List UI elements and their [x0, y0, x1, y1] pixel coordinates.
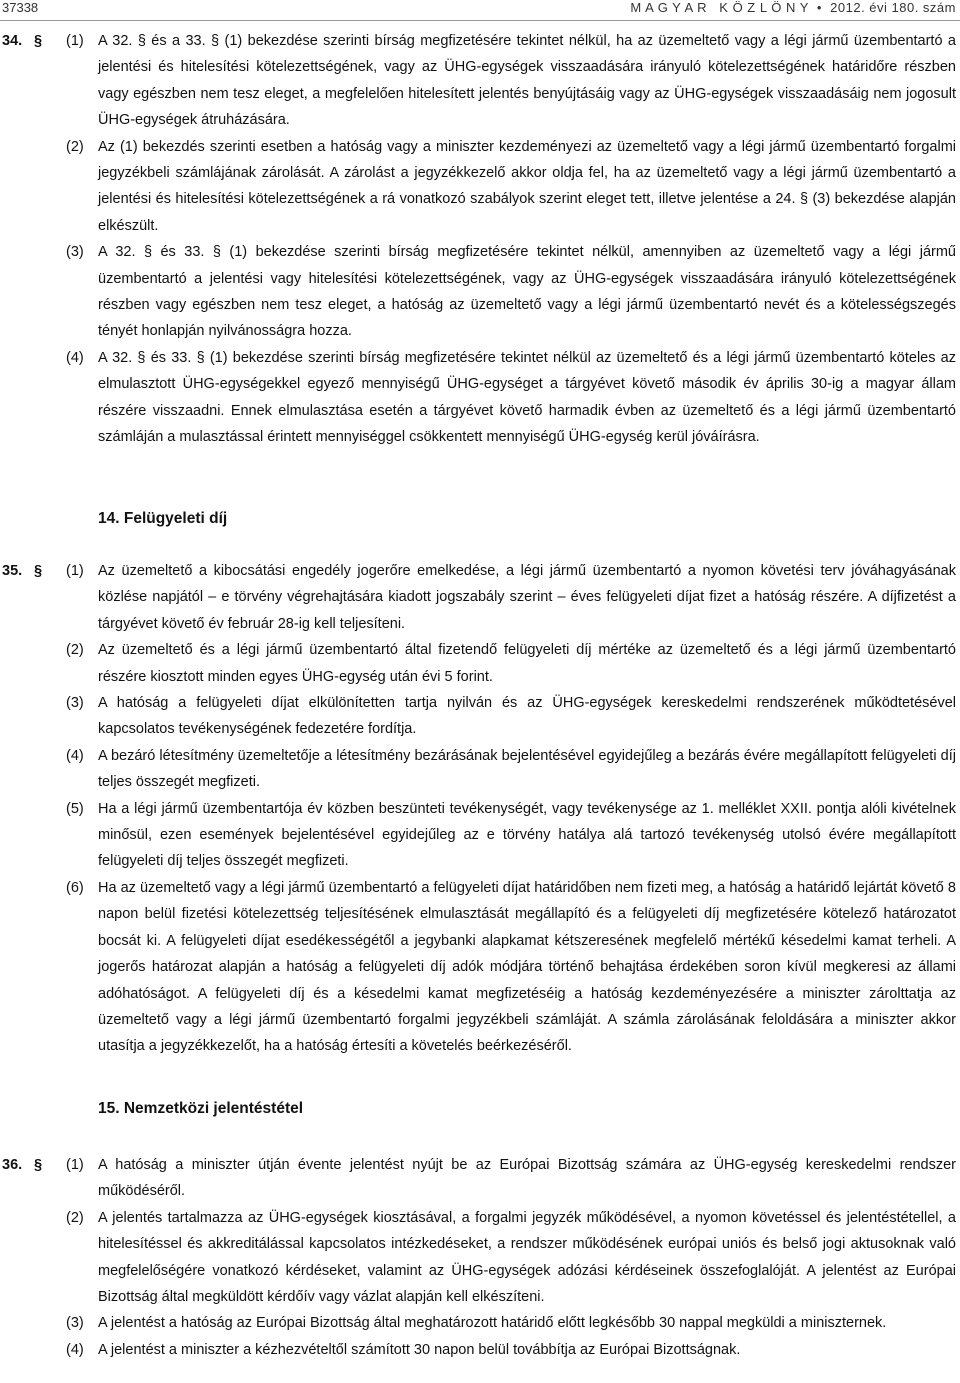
paragraph-label: (5): [66, 800, 84, 817]
chapter-title: 15. Nemzetközi jelentéstétel: [98, 1100, 304, 1117]
paragraph: [2, 239, 956, 345]
paragraph: [2, 796, 956, 875]
paragraph: [2, 637, 956, 690]
paragraph-label: (2): [66, 138, 84, 155]
page-number: 37338: [2, 0, 39, 15]
header-divider: [0, 20, 960, 21]
paragraph-label: (3): [66, 695, 84, 712]
paragraph-text: Az üzemeltető a kibocsátási engedély jogerőre emelkedése, a légi jármű üzembentartó a nyomon követési terv jóváhagyásának közlése napjától – e törvény végrehajtására kiadott jogszabály szerint – éves felügyeleti díjat fizet a hatóság részére. A díjfizetést a tárgyévet követő év február 28-ig kell teljesíteni.: [98, 563, 956, 632]
paragraph-label: (6): [66, 879, 84, 896]
paragraph-label: (4): [66, 349, 84, 366]
section-symbol: §: [34, 1157, 43, 1173]
paragraph-text: Ha az üzemeltető vagy a légi jármű üzembentartó a felügyeleti díjat határidőben nem fizeti meg, a hatóság a határidő lejártát követő 8 napon belül fizetési kötelezettség teljesítésének elmulasztását megállapító és a felügyeleti díj megfizetésére kötelező határozatot bocsát ki. A felügyeleti díjat esedékességétől a jegybanki alapkamat kétszeresének megfelelő mértékű késedelmi kamat terheli. A jogerős határozat alapján a hatóság a felügyeleti díj adók módjára történő behajtása érdekében soron kívül megkeresi az állami adóhatóságot. A felügyeleti díj és a késedelmi kamat megfizetéséig a hatóság kezdeményezésére a miniszter zárolttatja az üzemeltető vagy a légi jármű üzembentartó forgalmi jegyzékbeli számláját. A számla zárolásának feloldására a miniszter akkor utasítja a jegyzékkezelőt, ha a hatóság értesíti a követelés beérkezéséről.: [98, 879, 956, 1055]
publication-title: M A G Y A R K Ö Z L Ö N Y • 2012. évi 180. szám: [630, 0, 956, 15]
paragraph: [2, 1205, 956, 1311]
paragraph: [2, 134, 956, 240]
chapter-title: 14. Felügyeleti díj: [98, 510, 228, 527]
paragraph-text: A hatóság a felügyeleti díjat elkülönítetten tartja nyilván és az ÜHG-egységek kereskedelmi rendszerének működtetésével kapcsolatos tevékenységének fedezetére fordítja.: [98, 695, 956, 738]
paragraph-label: (1): [66, 33, 84, 49]
paragraph-label: (1): [66, 1157, 84, 1173]
paragraph-text: A 32. § és 33. § (1) bekezdése szerinti bírság megfizetésére tekintet nélkül az üzemeltető és a légi jármű üzembentartó köteles az elmulasztott ÜHG-egységekkel egyező mennyiségű ÜHG-egységet a tárgyévet követő második év április 30-ig a magyar állam részére visszaadni. Ennek elmulasztása esetén a tárgyévet követő harmadik évben az üzemeltető és a légi jármű üzembentartó számláján a mulasztással érintett mennyiséggel csökkentett mennyiségű ÜHG-egység kerül jóváírásra.: [98, 349, 956, 446]
paragraph: [2, 743, 956, 796]
paragraph-text: Ha a légi jármű üzembentartója év közben beszünteti tevékenységét, vagy tevékenysége az 1. melléklet XXII. pontja alóli kivételnek minősül, ezen események bejelentésével egyidejűleg az e törvény hatálya alá tartozó tevékenység utolsó évére megállapított felügyeleti díj teljes összegét megfizeti.: [98, 800, 956, 870]
section-34: [2, 28, 956, 451]
paragraph-label: (2): [66, 1209, 84, 1226]
section-number: 36.: [2, 1157, 23, 1173]
paragraph-text: Az üzemeltető és a légi jármű üzembentartó által fizetendő felügyeleti díj mértéke az üzemeltető és a légi jármű üzembentartó részére kiosztott minden egyes ÜHG-egység után évi 5 forint.: [98, 642, 956, 685]
paragraph-text: A hatóság a miniszter útján évente jelentést nyújt be az Európai Bizottság számára az ÜHG-egység kereskedelmi rendszer működéséről.: [98, 1157, 956, 1200]
paragraph: [2, 1152, 956, 1205]
paragraph-text: A jelentést a hatóság az Európai Bizottság által meghatározott határidő előtt legkésőbb 30 nappal megküldi a miniszternek.: [98, 1315, 887, 1332]
paragraph: [2, 558, 956, 637]
section-number: 35.: [2, 563, 23, 579]
paragraph-label: (3): [66, 1315, 84, 1332]
page-header: [0, 0, 960, 20]
section-35: [2, 558, 956, 1060]
paragraph-text: A 32. § és 33. § (1) bekezdése szerinti bírság megfizetésére tekintet nélkül, amennyiben az üzemeltető vagy a légi jármű üzembentartó a jelentési vagy hitelesítési kötelezettségének, vagy az ÜHG-egységek visszaadására irányuló kötelezettségének részben vagy egészben nem tesz eleget, a hatóság az üzemeltető vagy a légi jármű üzembentartó nevét és a kötelességszegés tényét honlapján nyilvánosságra hozza.: [98, 244, 956, 340]
paragraph-label: (4): [66, 1341, 84, 1358]
paragraph: [2, 28, 956, 134]
paragraph: [2, 1310, 956, 1336]
section-number: 34.: [2, 33, 23, 49]
section-symbol: §: [34, 563, 43, 579]
paragraph: [2, 345, 956, 451]
paragraph-text: A bezáró létesítmény üzemeltetője a létesítmény bezárásának bejelentésével egyidejűleg a bezárás évére megállapított felügyeleti díj teljes összegét megfizeti.: [98, 747, 956, 791]
paragraph-text: A 32. § és a 33. § (1) bekezdése szerinti bírság megfizetésére tekintet nélkül, ha az üzemeltető vagy a légi jármű üzembentartó a jelentési és hitelesítési kötelezettségének, vagy az ÜHG-egységek visszaadására irányuló kötelezettségének határidőre részben vagy egészben nem tesz eleget, a megfelelően hitelesített jelentés benyújtásáig vagy az ÜHG-egységek visszaadásáig nem jogosult ÜHG-egységek átruházására.: [98, 33, 956, 129]
paragraph-text: A jelentést a miniszter a kézhezvételtől számított 30 napon belül továbbítja az Európai Bizottságnak.: [98, 1341, 741, 1358]
paragraph-label: (3): [66, 244, 84, 261]
paragraph-text: A jelentés tartalmazza az ÜHG-egységek kiosztásával, a forgalmi jegyzék működésével, a nyomon követéssel és jelentéstétellel, a hitelesítéssel és akkreditálással kapcsolatos intézkedéseket, a rendszer működésének európai uniós és belső jogi aktusoknak való megfelelőségére vonatkozó kérdéseket, valamint az ÜHG-egységek adózási kérdéseinek összefoglalóját. A jelentést az Európai Bizottság által megküldött kérdőív vagy vázlat alapján kell elkészíteni.: [98, 1209, 956, 1306]
paragraph-label: (4): [66, 747, 84, 764]
paragraph-label: (1): [66, 563, 84, 579]
paragraph-label: (2): [66, 642, 84, 659]
paragraph-text: Az (1) bekezdés szerinti esetben a hatóság vagy a miniszter kezdeményezi az üzemeltető vagy a légi jármű üzembentartó forgalmi jegyzékbeli számlájának zárolását. A zárolást a jegyzékkezelő akkor oldja fel, ha az üzemeltető vagy a légi jármű üzembentartó a jelentési és hitelesítési kötelezettségének a rá vonatkozó szabályok szerint eleget tett, illetve jelentése a 24. § (3) bekezdése alapján elkészült.: [98, 138, 956, 234]
paragraph: [2, 1337, 956, 1363]
section-symbol: §: [34, 33, 43, 49]
paragraph: [2, 875, 956, 1060]
section-36: [2, 1152, 956, 1363]
paragraph: [2, 690, 956, 743]
